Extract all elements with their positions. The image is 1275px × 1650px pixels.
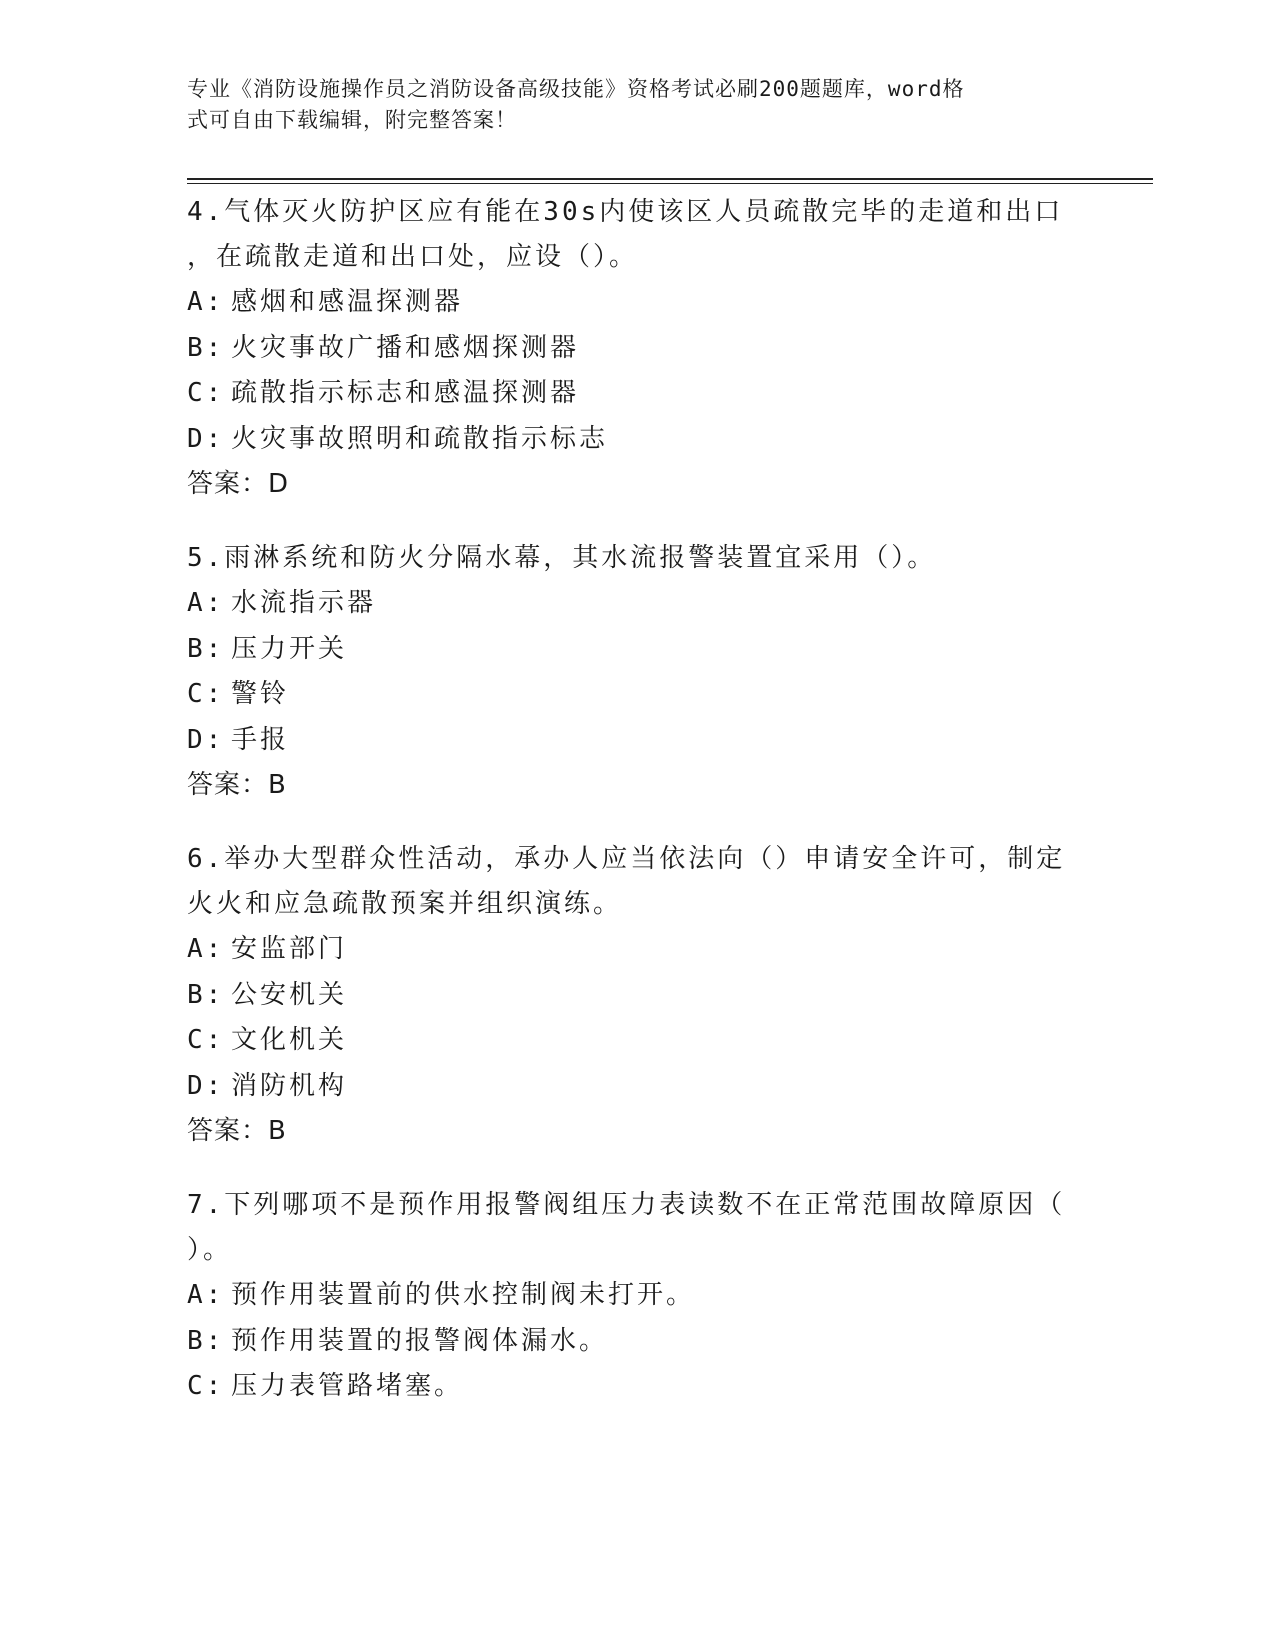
option-letter: A: <box>187 287 225 317</box>
option-list <box>187 1273 1067 1410</box>
question-item <box>187 536 1067 808</box>
option-letter: D: <box>187 1070 225 1101</box>
option-text: 预作用装置前的供水控制阀未打开。 <box>231 1280 696 1310</box>
option-c <box>187 1364 1067 1410</box>
option-d <box>187 718 1067 764</box>
question-item <box>187 837 1067 1154</box>
option-text: 压力表管路堵塞。 <box>231 1371 464 1401</box>
question-text-line: 4.气体灭火防护区应有能在30s内使该区人员疏散完毕的走道和出口 <box>187 197 1064 227</box>
option-text: 手报 <box>231 724 290 755</box>
option-text: 火灾事故广播和感烟探测器 <box>231 332 580 363</box>
option-b <box>187 627 1067 673</box>
question-item <box>187 1183 1067 1410</box>
option-letter: C: <box>187 1025 225 1055</box>
answer-line: 答案：B <box>187 1116 287 1146</box>
option-letter: B: <box>187 1325 225 1356</box>
option-letter: A: <box>187 1280 225 1310</box>
option-text: 火灾事故照明和疏散指示标志 <box>231 423 609 454</box>
option-text: 消防机构 <box>231 1070 348 1101</box>
option-list <box>187 927 1067 1109</box>
question-text-line: 7.下列哪项不是预作用报警阀组压力表读数不在正常范围故障原因（ <box>187 1190 1066 1220</box>
option-d <box>187 1064 1067 1110</box>
option-text: 文化机关 <box>231 1025 348 1055</box>
option-a <box>187 280 1067 326</box>
option-letter: D: <box>187 423 225 454</box>
question-text-line: 6.举办大型群众性活动，承办人应当依法向（）申请安全许可，制定 <box>187 844 1066 874</box>
question-text-line: ）。 <box>187 1235 233 1265</box>
answer-line: 答案：D <box>187 469 290 499</box>
option-letter: A: <box>187 934 225 964</box>
option-letter: B: <box>187 979 225 1010</box>
option-letter: B: <box>187 633 225 664</box>
option-letter: B: <box>187 332 225 363</box>
option-text: 公安机关 <box>231 979 348 1010</box>
option-a <box>187 927 1067 973</box>
question-text <box>187 837 1067 927</box>
option-text: 预作用装置的报警阀体漏水。 <box>231 1325 609 1356</box>
question-list <box>187 190 1067 1439</box>
question-text <box>187 190 1067 280</box>
option-a <box>187 581 1067 627</box>
question-text <box>187 1183 1067 1273</box>
option-letter: D: <box>187 724 225 755</box>
question-text <box>187 536 1067 581</box>
option-d <box>187 417 1067 463</box>
option-text: 水流指示器 <box>231 588 377 618</box>
option-b <box>187 973 1067 1019</box>
option-c <box>187 1018 1067 1064</box>
option-list <box>187 280 1067 462</box>
answer-line: 答案：B <box>187 770 287 800</box>
question-item <box>187 190 1067 507</box>
option-text: 警铃 <box>231 679 290 709</box>
option-letter: C: <box>187 378 225 408</box>
option-text: 疏散指示标志和感温探测器 <box>231 378 580 408</box>
header-line-1: 专业《消防设施操作员之消防设备高级技能》资格考试必刷200题题库，word格 <box>187 77 965 101</box>
question-text-line: 5.雨淋系统和防火分隔水幕，其水流报警装置宜采用（）。 <box>187 543 937 573</box>
option-a <box>187 1273 1067 1319</box>
option-text: 安监部门 <box>231 934 348 964</box>
option-list <box>187 581 1067 763</box>
option-c <box>187 371 1067 417</box>
question-text-line: 火火和应急疏散预案并组织演练。 <box>187 889 623 919</box>
option-text: 压力开关 <box>231 633 348 664</box>
question-text-line: ，在疏散走道和出口处，应设（）。 <box>187 242 639 272</box>
option-c <box>187 672 1067 718</box>
header-divider <box>187 178 1153 184</box>
option-b <box>187 1319 1067 1365</box>
option-text: 感烟和感温探测器 <box>231 287 464 317</box>
option-letter: C: <box>187 679 225 709</box>
option-letter: A: <box>187 588 225 618</box>
option-b <box>187 326 1067 372</box>
option-letter: C: <box>187 1371 225 1401</box>
header-line-2: 式可自由下载编辑，附完整答案！ <box>187 108 517 132</box>
page-header <box>187 74 1067 136</box>
